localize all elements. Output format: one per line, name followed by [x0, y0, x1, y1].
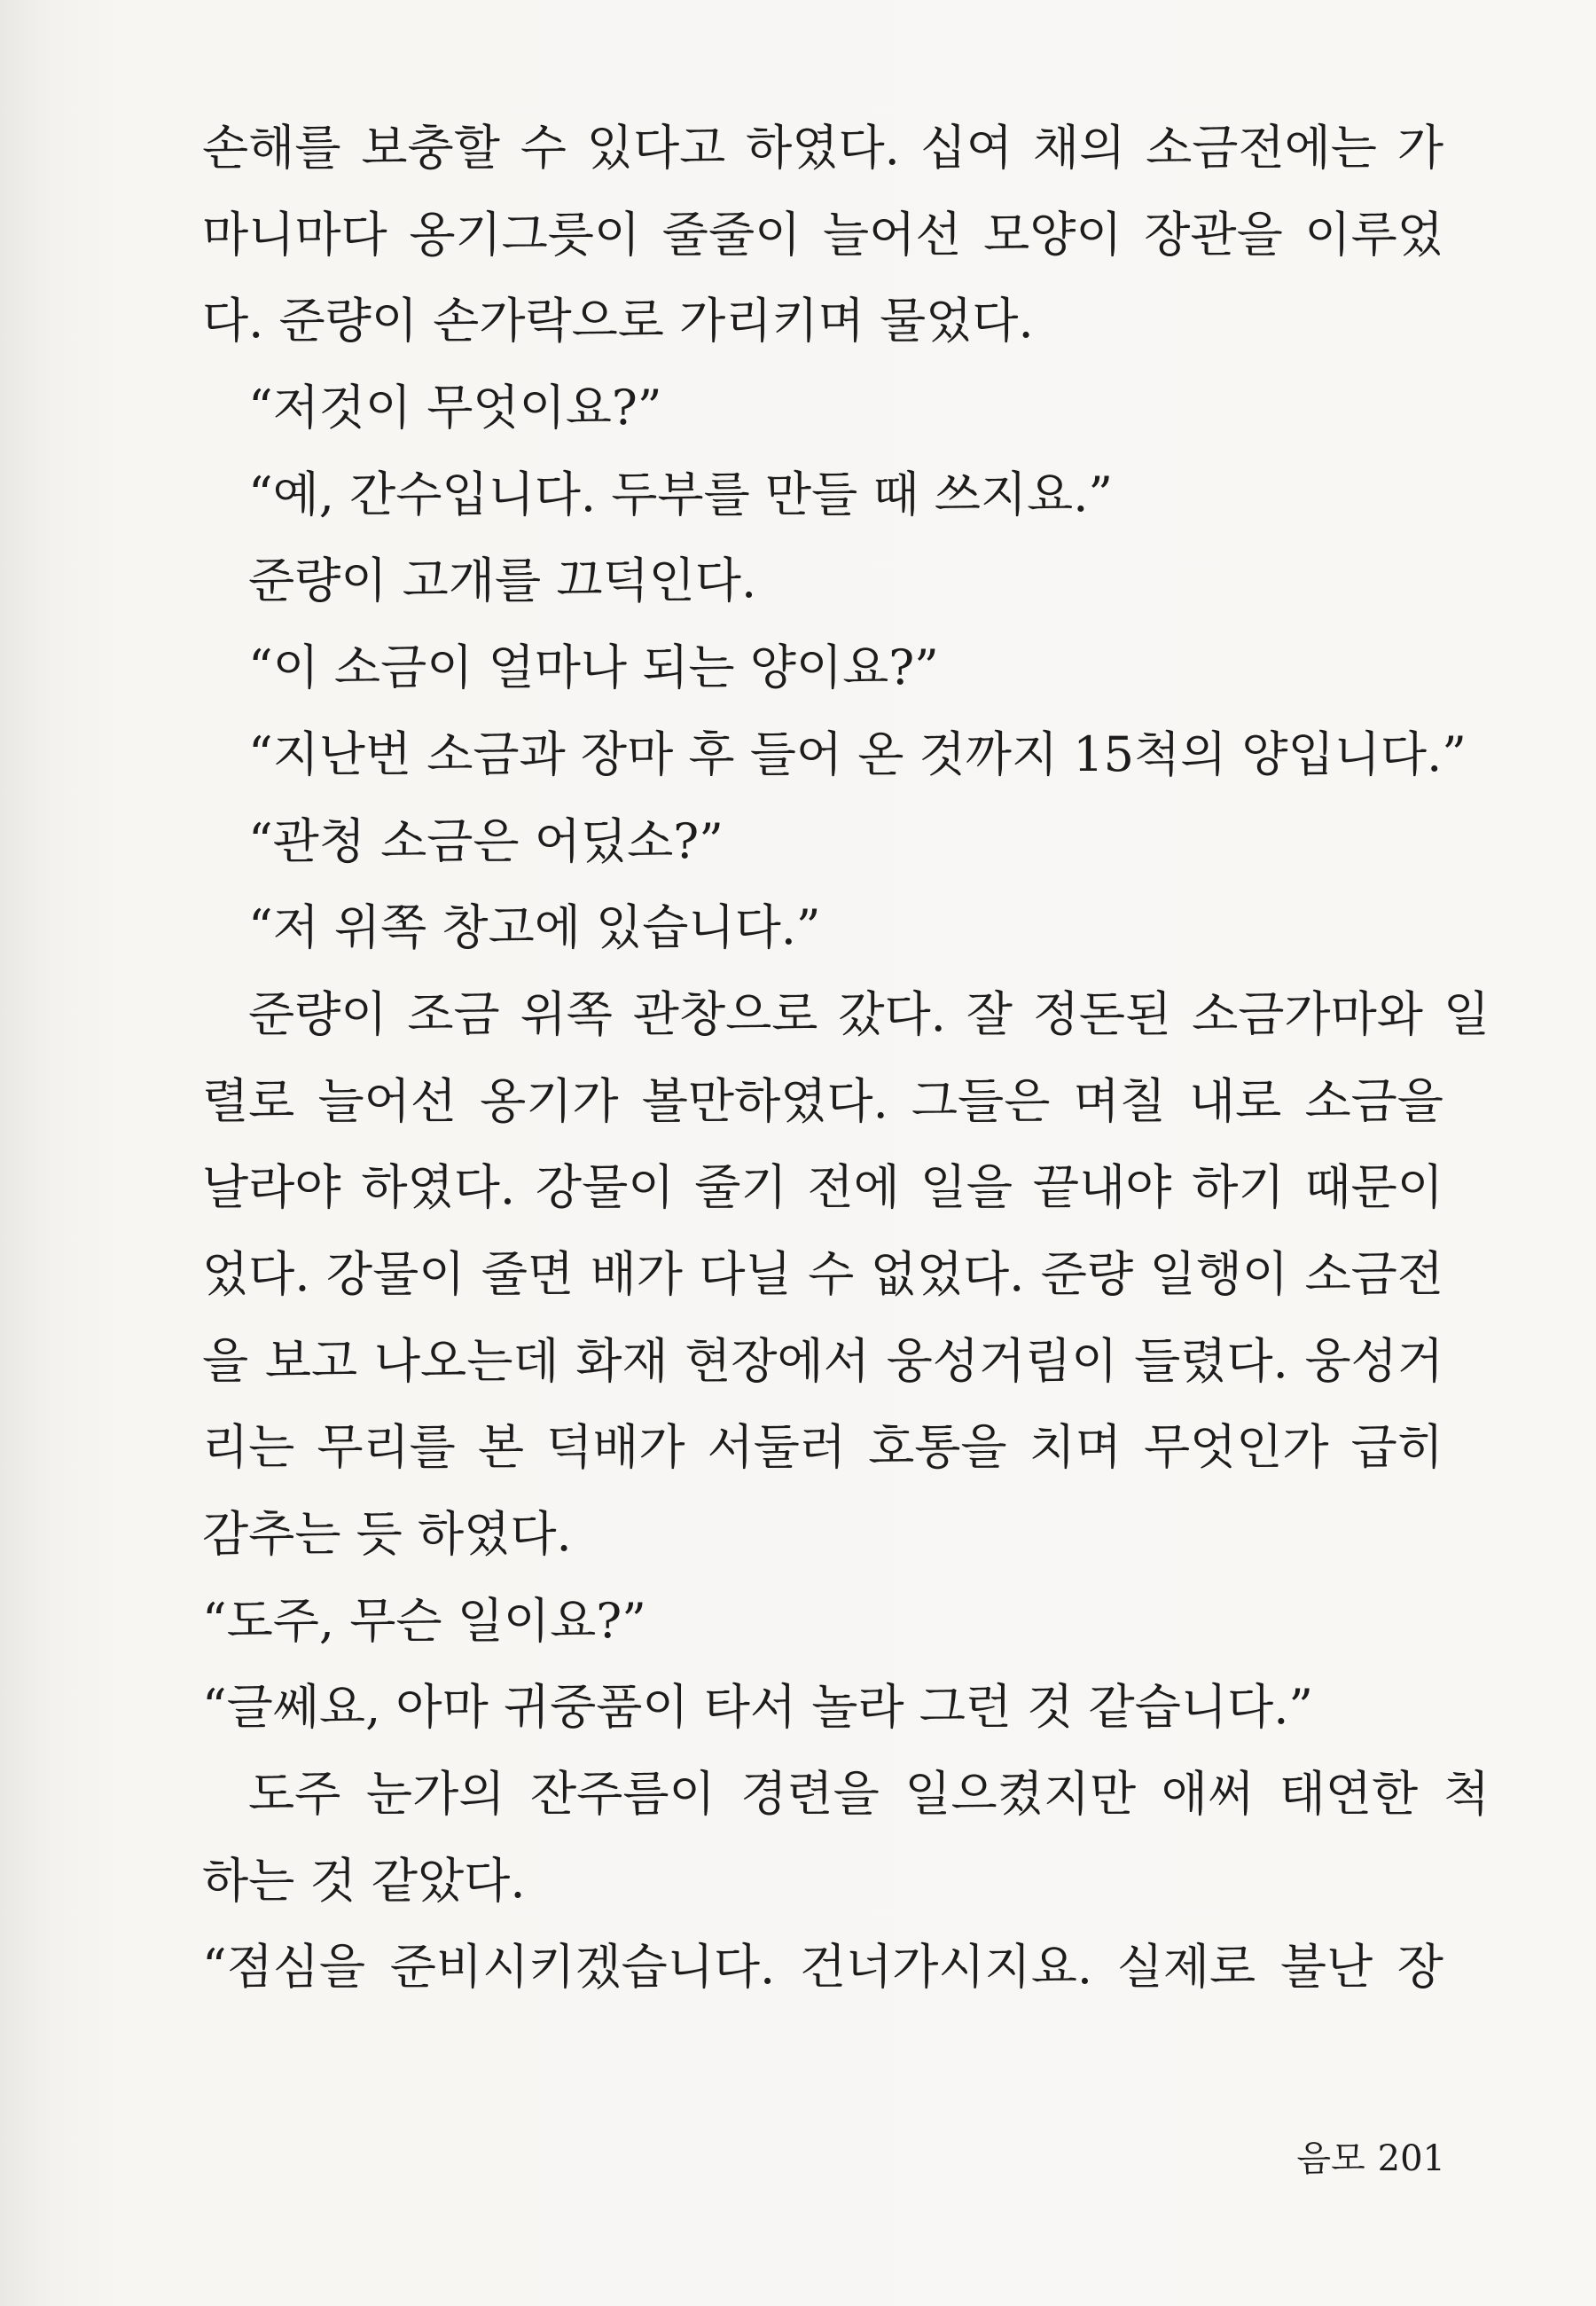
body-text	[202, 105, 1490, 2011]
text-line: “도주, 무슨 일이요?”	[202, 1592, 646, 1649]
text-line: “글쎄요, 아마 귀중품이 타서 놀라 그런 것 같습니다.”	[202, 1679, 1313, 1736]
text-line: “관청 소금은 어딨소?”	[248, 812, 724, 869]
text-line: 도주 눈가의 잔주름이 경련을 일으켰지만 애써 태연한 척	[248, 1766, 1490, 1823]
text-line: 감추는 듯 하였다.	[202, 1506, 572, 1562]
text-line: 마니마다 옹기그릇이 줄줄이 늘어선 모양이 장관을 이루었	[202, 206, 1443, 263]
text-line: 손해를 보충할 수 있다고 하였다. 십여 채의 소금전에는 가	[202, 120, 1443, 176]
text-line: “점심을 준비시키겠습니다. 건너가시지요. 실제로 불난 장	[202, 1939, 1443, 1996]
text-line: 날라야 하였다. 강물이 줄기 전에 일을 끝내야 하기 때문이	[202, 1159, 1443, 1216]
running-title: 음모	[1296, 2138, 1365, 2179]
text-line: 리는 무리를 본 덕배가 서둘러 호통을 치며 무엇인가 급히	[202, 1419, 1443, 1476]
text-line: 하는 것 같았다.	[202, 1852, 526, 1909]
page-number: 201	[1377, 2138, 1445, 2179]
text-line: “예, 간수입니다. 두부를 만들 때 쓰지요.”	[248, 466, 1113, 522]
text-line: 렬로 늘어선 옹기가 볼만하였다. 그들은 며칠 내로 소금을	[202, 1072, 1443, 1129]
text-line: 준량이 조금 위쪽 관창으로 갔다. 잘 정돈된 소금가마와 일	[248, 985, 1490, 1042]
text-line: “저 위쪽 창고에 있습니다.”	[248, 899, 821, 956]
text-line: “이 소금이 얼마나 되는 양이요?”	[248, 639, 939, 696]
text-line: 었다. 강물이 줄면 배가 다닐 수 없었다. 준량 일행이 소금전	[202, 1245, 1443, 1302]
text-line: “저것이 무엇이요?”	[248, 380, 662, 436]
text-line: “지난번 소금과 장마 후 들어 온 것까지 15척의 양입니다.”	[248, 726, 1467, 782]
text-line: 다. 준량이 손가락으로 가리키며 물었다.	[202, 293, 1034, 349]
page-footer	[1295, 2130, 1445, 2181]
text-line: 을 보고 나오는데 화재 현장에서 웅성거림이 들렸다. 웅성거	[202, 1332, 1443, 1389]
text-line: 준량이 고개를 끄덕인다.	[248, 553, 757, 609]
